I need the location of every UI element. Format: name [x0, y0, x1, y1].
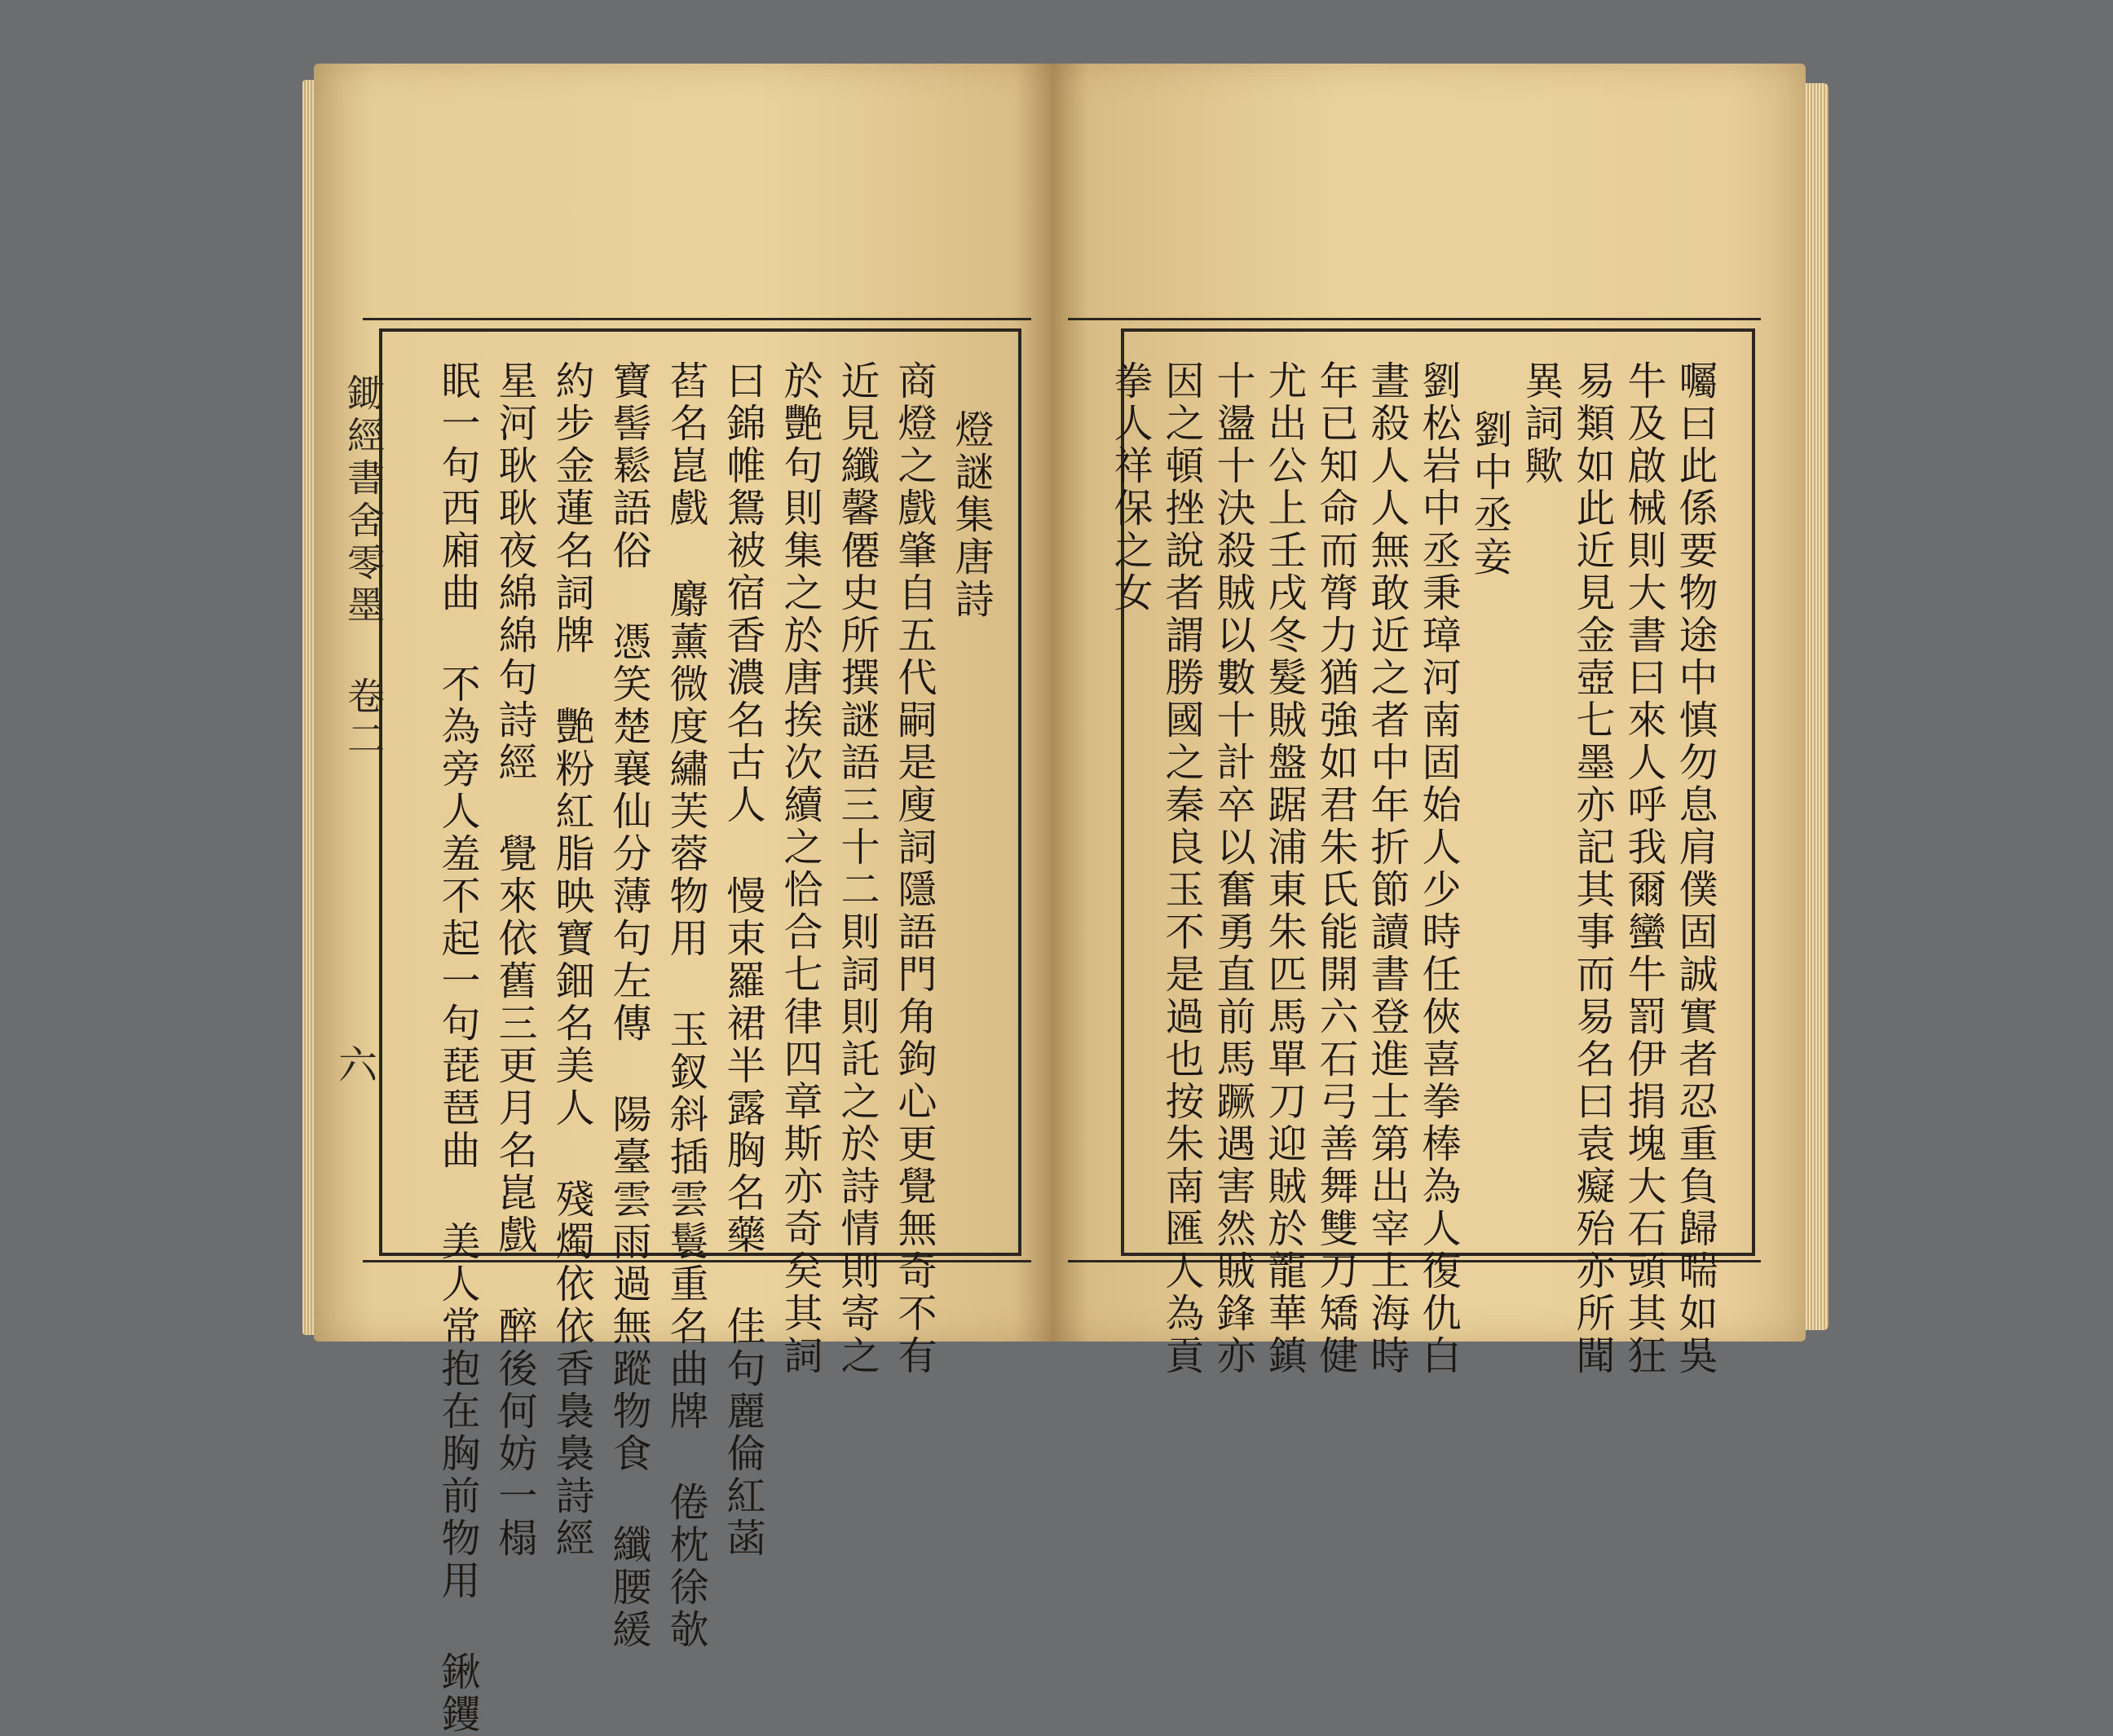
left-page: [314, 64, 1052, 1736]
text-column: 十盪十決殺賊以數十計卒以奮勇直前馬蹶遇害然賊鋒亦: [1210, 360, 1255, 1377]
text-column: 寶髻鬆語俗 憑笑楚襄仙分薄句左傳 陽臺雲雨過無蹤物食 纖腰緩: [606, 360, 651, 1651]
right-page: [1052, 64, 1806, 1377]
top-rule: [363, 318, 1031, 320]
text-column: 商燈之戲肇自五代嗣是廋詞隱語門角鉤心更覺無奇不有: [891, 360, 937, 1377]
text-column: 拳人祥保之女: [1107, 360, 1153, 615]
top-rule: [1068, 318, 1761, 320]
text-column: 年已知命而膂力猶強如君朱氏能開六石弓善舞雙刀矯健: [1312, 360, 1358, 1377]
text-column: 萏名崑戲 麝薰微度繡芙蓉物用 玉釵斜插雲鬟重名曲牌 倦枕徐欹: [663, 360, 708, 1651]
text-column: 約步金蓮名詞牌 艷粉紅脂映寶鈿名美人 殘燭依依香裊裊詩經: [549, 360, 594, 1560]
margin-title: 鋤經書舍零墨 卷二: [342, 373, 386, 761]
text-column: 劉松岩中丞秉璋河南固始人少時任俠喜拳棒為人復仇白: [1415, 360, 1461, 1377]
text-column: 異詞歟: [1518, 360, 1564, 487]
text-frame-right: [1107, 328, 1755, 1377]
open-book: [314, 64, 1806, 1736]
section-heading: 劉中丞妾: [1467, 409, 1512, 579]
text-column: 曰錦帷鴛被宿香濃名古人 慢束羅裙半露胸名藥 佳句麗倫紅菡: [720, 360, 765, 1560]
text-column: 尤出公上壬戌冬髮賊盤踞浦東朱匹馬單刀迎賊於龍華鎮: [1261, 360, 1307, 1377]
text-column: 牛及啟械則大書曰來人呼我爾蠻牛罰伊捐塊大石頭其狂: [1621, 360, 1666, 1377]
section-heading: 燈謎集唐詩: [948, 409, 994, 621]
page-number: 六: [338, 1042, 378, 1088]
text-column: 眠一句西廂曲 不為旁人羞不起一句琵琶曲 美人常抱在胸前物用 鍬钁: [435, 360, 480, 1736]
text-column: 晝殺人人無敢近之者中年折節讀書登進士第出宰上海時: [1364, 360, 1409, 1377]
text-column: 近見纖馨僊史所撰謎語三十二則詞則託之於詩情則寄之: [834, 360, 880, 1377]
text-column: 於艷句則集之於唐挨次續之恰合七律四章斯亦奇矣其詞: [777, 360, 823, 1377]
text-column: 星河耿耿夜綿綿句詩經 覺來依舊三更月名崑戲 醉後何妨一榻: [492, 360, 537, 1560]
text-column: 因之頓挫說者謂勝國之秦良玉不是過也按朱南匯人為貢: [1158, 360, 1204, 1377]
text-frame-left: [379, 328, 1021, 1736]
book-edge-right: [1802, 83, 1828, 1330]
text-column: 易類如此近見金壺七墨亦記其事而易名曰袁癡殆亦所聞: [1569, 360, 1615, 1377]
text-column: 囑曰此係要物途中慎勿息肩僕固誠實者忍重負歸喘如吳: [1672, 360, 1718, 1377]
